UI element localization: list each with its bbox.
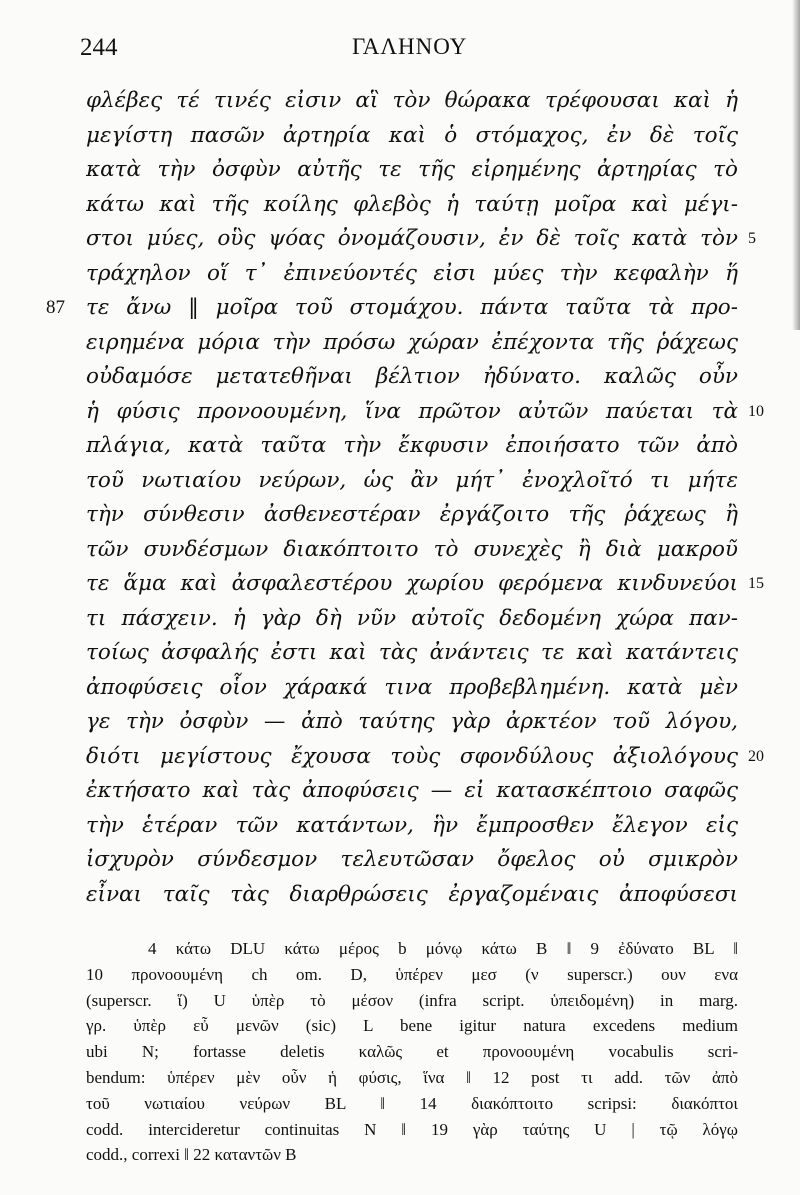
line-text: τε ἅμα καὶ ἀσφαλεστέρου χωρίου φερόμενα κινδυνεύοι [86,571,738,596]
text-line [0,567,800,602]
line-text: τοίως ἀσφαλής ἐστι καὶ τὰς ἀνάντεις τε καὶ κατάντεις [86,640,738,665]
line-text: μεγίστη πασῶν ἀρτηρία καὶ ὁ στόμαχος, ἐν δὲ τοῖς [86,122,738,148]
text-line [0,291,800,326]
line-text: οὐδαμόσε μετατεθῆναι βέλτιον ἠδύνατο. καλῶς οὖν [86,364,738,389]
text-line [0,464,800,499]
apparatus-line: γρ. ὑπὲρ εὖ μενῶν (sic) L bene igitur natura excedens medium [86,1016,738,1036]
text-line [0,740,800,775]
text-line [0,153,800,188]
line-text: κατὰ τὴν ὀσφὺν αὐτῆς τε τῆς εἰρημένης ἀρτηρίας τὸ [86,157,738,182]
line-text: ειρημένα μόρια τὴν πρόσω χώραν ἐπέχοντα τῆς ῥάχεως [86,329,738,355]
line-text: ἰσχυρὸν σύνδεσμον τελευτῶσαν ὄφελος οὐ σμικρὸν [86,847,738,872]
text-line [0,119,800,154]
text-line [0,257,800,292]
line-number: 5 [748,230,756,247]
text-line [0,326,800,361]
line-text: τι πάσχειν. ἡ γὰρ δὴ νῦν αὐτοῖς δεδομένη χώρα παν- [86,605,738,631]
line-text: ἡ φύσις προνοουμένη, ἵνα πρῶτον αὐτῶν παύεται τὰ [86,398,738,424]
text-line [0,843,800,878]
line-number: 10 [748,402,764,420]
apparatus-line: ubi N; fortasse deletis καλῶς et προνοουμένη vocabulis scri- [86,1042,738,1062]
text-line [0,809,800,844]
margin-reference: 87 [46,297,65,318]
line-text: πλάγια, κατὰ ταῦτα τὴν ἔκφυσιν ἐποιήσατο τῶν ἀπὸ [86,433,738,458]
line-text: τῶν συνδέσμων διακόπτοιτο τὸ συνεχὲς ἢ διὰ μακροῦ [86,536,738,562]
apparatus-line: (superscr. ἵ) U ὑπὲρ τὸ μέσον (infra script. ὑπειδομένη) in marg. [86,990,738,1010]
apparatus-line: codd., correxi ‖ 22 καταντῶν B [86,1145,297,1165]
text-line [0,498,800,533]
line-text: τὴν σύνθεσιν ἀσθενεστέραν ἐργάζοιτο τῆς ῥάχεως ἢ [86,502,738,527]
line-text: τράχηλον οἵ τ᾽ ἐπινεύοντές εἰσι μύες τὴν κεφαλὴν ἥ [86,260,738,286]
text-line [0,84,800,119]
text-line [0,429,800,464]
text-line [0,533,800,568]
text-line [0,671,800,706]
text-line [0,636,800,671]
line-number: 15 [748,575,764,592]
text-line [0,188,800,223]
page-number: 244 [80,34,118,61]
line-text: τε ἄνω ‖ μοῖρα τοῦ στομάχου. πάντα ταῦτα τὰ προ- [86,295,738,320]
line-text: ἀποφύσεις οἷον χάρακά τινα προβεβλημένη. κατὰ μὲν [86,674,738,700]
line-text: τὴν ἑτέραν τῶν κατάντων, ἣν ἔμπροσθεν ἔλεγον εἰς [86,812,738,838]
text-line [0,705,800,740]
line-text: εἶναι ταῖς τὰς διαρθρώσεις ἐργαζομέναις ἀποφύσεσι [86,881,738,907]
main-text [0,84,800,912]
apparatus-line: codd. intercideretur continuitas N ‖ 19 γὰρ ταύτης U | τῷ λόγῳ [86,1119,738,1139]
running-head: ΓΑΛΗΝΟΥ [352,34,468,59]
text-line [0,774,800,809]
line-text: διότι μεγίστους ἔχουσα τοὺς σφονδύλους ἀξιολόγους [86,743,738,769]
text-line [0,602,800,637]
line-text: φλέβες τέ τινές εἰσιν αἳ τὸν θώρακα τρέφουσαι καὶ ἡ [86,88,738,113]
critical-apparatus [86,936,738,1168]
line-text: τοῦ νωτιαίου νεύρων, ὡς ἂν μήτ᾽ ἐνοχλοῖτό τι μήτε [86,467,738,493]
text-line [0,878,800,913]
apparatus-line: 4 κάτω DLU κάτω μέρος b μόνῳ κάτω B ‖ 9 ἐδύνατο BL ‖ [148,939,738,958]
line-text: γε τὴν ὀσφὺν — ἀπὸ ταύτης γὰρ ἀρκτέον τοῦ λόγου, [86,709,738,734]
line-number: 20 [748,747,764,765]
line-text: στοι μύες, οὓς ψόας ὀνομάζουσιν, ἐν δὲ τοῖς κατὰ τὸν [86,226,738,251]
text-line [0,395,800,430]
apparatus-line: 10 προνοουμένη ch om. D, ὑπέρεν μεσ (ν superscr.) ουν ενα [86,964,738,984]
text-line [0,360,800,395]
text-line [0,222,800,257]
apparatus-line: bendum: ὑπέρεν μὲν οὖν ἡ φύσις, ἵνα ‖ 12 post τι add. τῶν ἀπὸ [86,1067,738,1087]
line-text: ἐκτήσατο καὶ τὰς ἀποφύσεις — εἰ κατασκέπτοιο σαφῶς [86,778,738,803]
apparatus-line: τοῦ νωτιαίου νεύρων BL ‖ 14 διακόπτοιτο scripsi: διακόπτοι [86,1093,738,1113]
line-text: κάτω καὶ τῆς κοίλης φλεβὸς ἡ ταύτῃ μοῖρα καὶ μέγι- [86,191,738,217]
